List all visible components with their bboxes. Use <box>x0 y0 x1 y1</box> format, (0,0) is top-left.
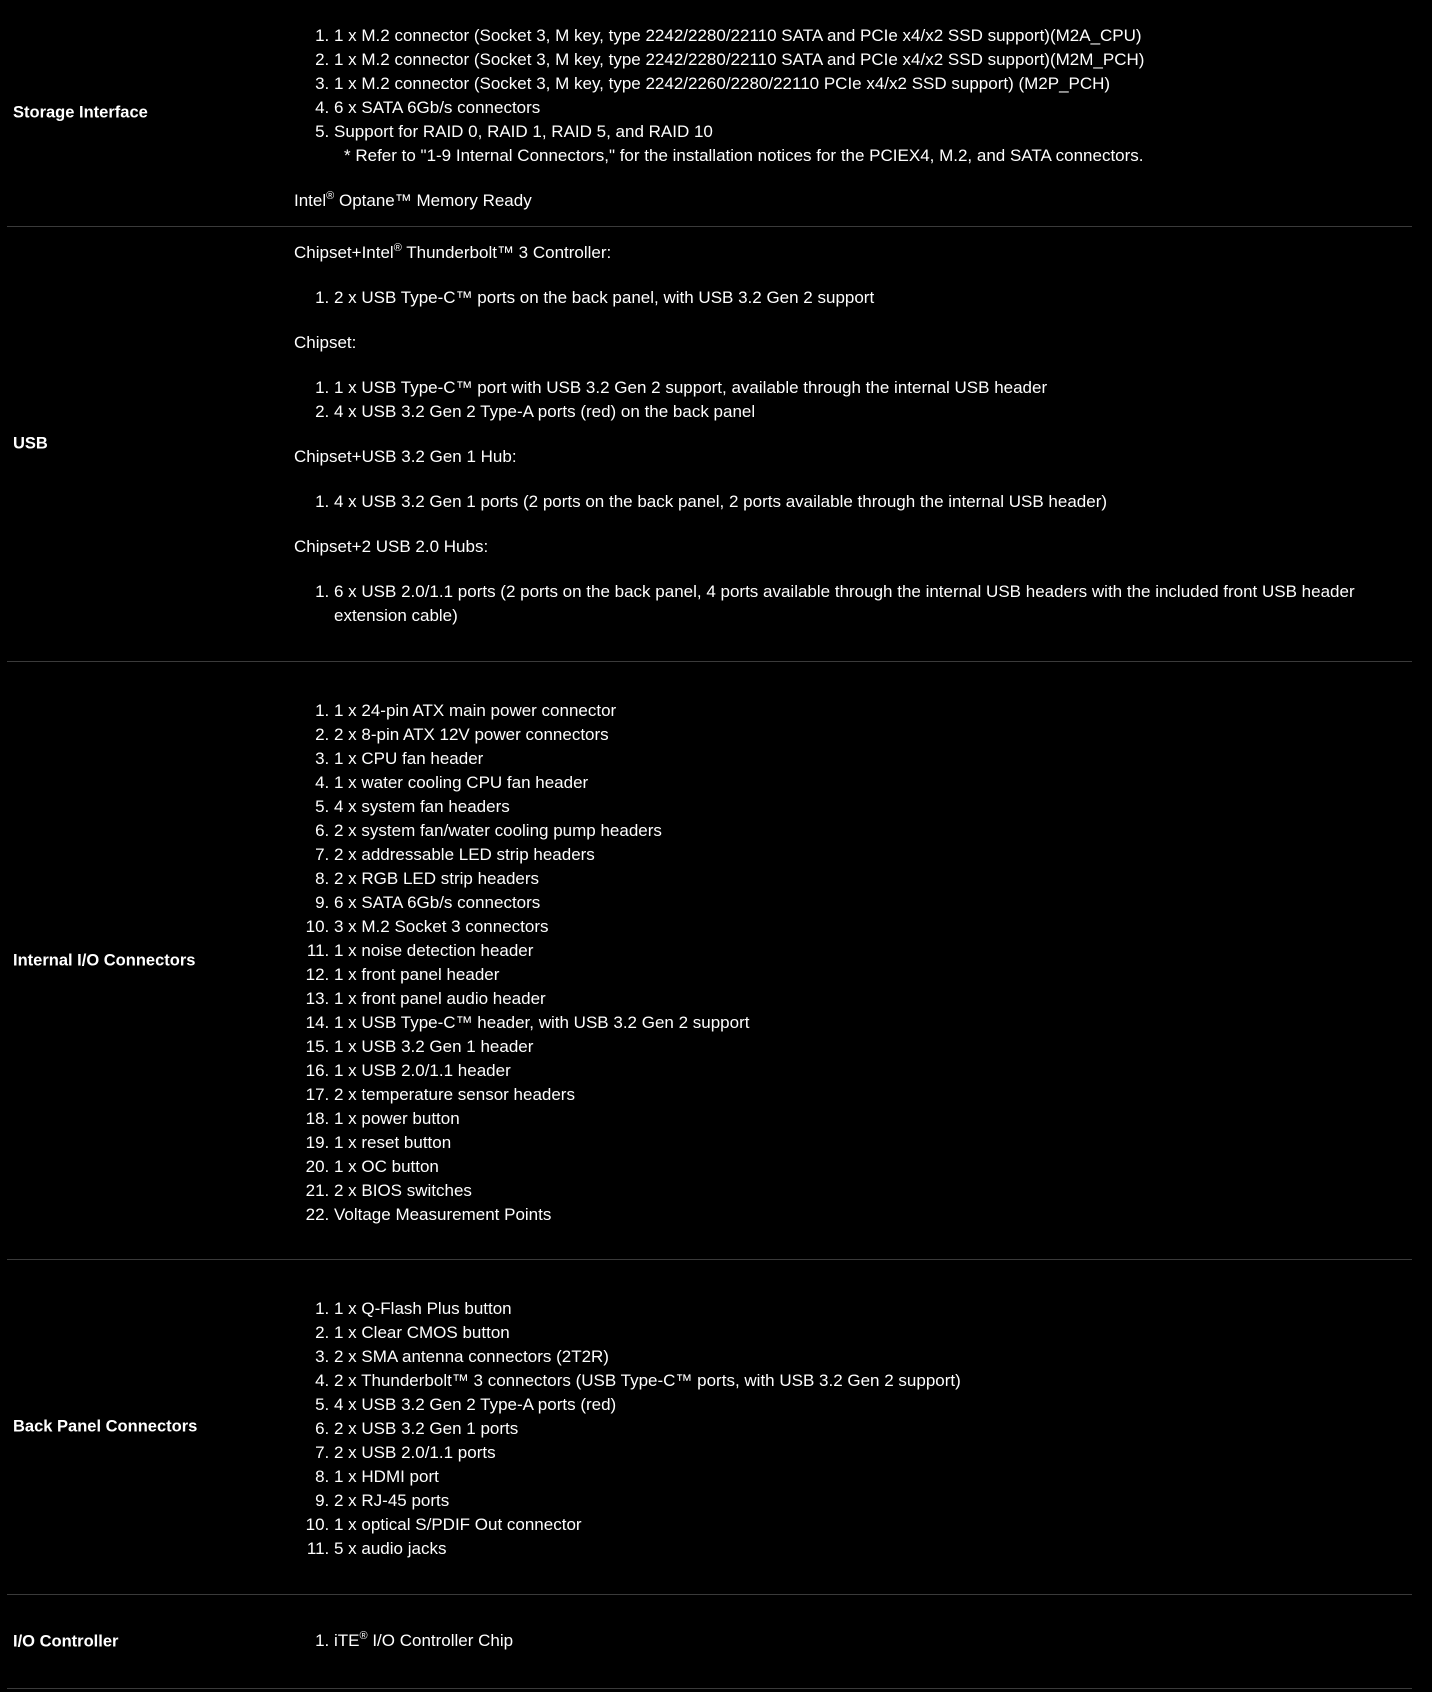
spec-content-io-controller <box>294 1595 1412 1653</box>
spacer <box>294 514 1412 535</box>
spec-label-usb: USB <box>13 434 48 453</box>
usb-group3-list <box>294 490 1412 514</box>
optane-line <box>294 189 1412 213</box>
list-item: 1. 6 x USB 2.0/1.1 ports (2 ports on the back panel, 4 ports available through the internal USB headers with the included front USB header extension cable) <box>334 580 1412 628</box>
list-item: 22. Voltage Measurement Points <box>334 1203 1412 1227</box>
usb-group4-list <box>294 580 1412 628</box>
spec-row-internal-io <box>7 662 1412 1260</box>
list-item: 19. 1 x reset button <box>334 1131 1412 1155</box>
internal-io-list <box>294 699 1412 1227</box>
registered-mark: ® <box>393 242 402 254</box>
spec-label-back-panel: Back Panel Connectors <box>13 1417 198 1436</box>
spacer <box>294 168 1412 189</box>
list-item: 8. 2 x RGB LED strip headers <box>334 867 1412 891</box>
spec-content-back-panel <box>294 1260 1412 1561</box>
spec-label-storage: Storage Interface <box>13 103 148 122</box>
io-controller-text: I/O Controller Chip <box>367 1631 514 1650</box>
spacer <box>294 265 1412 286</box>
list-item: 20. 1 x OC button <box>334 1155 1412 1179</box>
list-item <box>334 120 1412 168</box>
list-item: 10. 1 x optical S/PDIF Out connector <box>334 1513 1412 1537</box>
optane-brand: Intel <box>294 191 327 210</box>
list-item: 8. 1 x HDMI port <box>334 1465 1412 1489</box>
list-item: 10. 3 x M.2 Socket 3 connectors <box>334 915 1412 939</box>
list-item: 17. 2 x temperature sensor headers <box>334 1083 1412 1107</box>
spec-row-storage <box>7 0 1412 227</box>
list-item: 1. 1 x Q-Flash Plus button <box>334 1297 1412 1321</box>
list-item: 18. 1 x power button <box>334 1107 1412 1131</box>
back-panel-list <box>294 1297 1412 1561</box>
list-item: 14. 1 x USB Type-C™ header, with USB 3.2 Gen 2 support <box>334 1011 1412 1035</box>
usb-group-title: Chipset+2 USB 2.0 Hubs: <box>294 537 489 556</box>
list-item: 9. 6 x SATA 6Gb/s connectors <box>334 891 1412 915</box>
list-item: 3. 1 x M.2 connector (Socket 3, M key, type 2242/2260/2280/22110 PCIe x4/x2 SSD support) (M2P_PCH) <box>334 72 1412 96</box>
usb-group1-list <box>294 286 1412 310</box>
list-item: 4. 2 x Thunderbolt™ 3 connectors (USB Type-C™ ports, with USB 3.2 Gen 2 support) <box>334 1369 1412 1393</box>
list-item: 1. 2 x USB Type-C™ ports on the back panel, with USB 3.2 Gen 2 support <box>334 286 1412 310</box>
spec-content-storage <box>294 0 1412 213</box>
list-item: 2. 4 x USB 3.2 Gen 2 Type-A ports (red) on the back panel <box>334 400 1412 424</box>
list-item: 4. 1 x water cooling CPU fan header <box>334 771 1412 795</box>
storage-list <box>294 24 1412 168</box>
spec-label-internal-io: Internal I/O Connectors <box>13 951 196 969</box>
list-item: 5. 4 x system fan headers <box>334 795 1412 819</box>
storage-note: * Refer to "1-9 Internal Connectors," for the installation notices for the PCIEX4, M.2, and SATA connectors. <box>344 146 1144 165</box>
spec-row-back-panel <box>7 1260 1412 1595</box>
raid-support-text: Support for RAID 0, RAID 1, RAID 5, and RAID 10 <box>334 122 713 141</box>
usb-group-title: Chipset: <box>294 333 357 352</box>
list-item: 1. 1 x USB Type-C™ port with USB 3.2 Gen 2 support, available through the internal USB header <box>334 376 1412 400</box>
list-item: 6. 2 x system fan/water cooling pump headers <box>334 819 1412 843</box>
list-item: 5. 4 x USB 3.2 Gen 2 Type-A ports (red) <box>334 1393 1412 1417</box>
list-item: 11. 5 x audio jacks <box>334 1537 1412 1561</box>
spacer <box>294 355 1412 376</box>
registered-mark: ® <box>326 190 335 202</box>
usb-group-title <box>294 241 1412 265</box>
ite-brand: iTE <box>334 1631 360 1650</box>
spacer <box>294 469 1412 490</box>
spec-row-io-controller <box>7 1595 1412 1689</box>
list-item: 6. 2 x USB 3.2 Gen 1 ports <box>334 1417 1412 1441</box>
spacer <box>294 559 1412 580</box>
spec-row-usb <box>7 227 1412 662</box>
list-item: 7. 2 x addressable LED strip headers <box>334 843 1412 867</box>
list-item: 3. 1 x CPU fan header <box>334 747 1412 771</box>
list-item: 1. 1 x 24-pin ATX main power connector <box>334 699 1412 723</box>
io-controller-list <box>294 1629 1412 1653</box>
registered-mark: ® <box>359 1630 368 1642</box>
list-item: 21. 2 x BIOS switches <box>334 1179 1412 1203</box>
spacer <box>294 310 1412 331</box>
list-item: 9. 2 x RJ-45 ports <box>334 1489 1412 1513</box>
optane-text: Optane™ Memory Ready <box>334 191 532 210</box>
spec-content-usb <box>294 227 1412 628</box>
list-item: 7. 2 x USB 2.0/1.1 ports <box>334 1441 1412 1465</box>
list-item: 15. 1 x USB 3.2 Gen 1 header <box>334 1035 1412 1059</box>
spec-content-internal-io <box>294 662 1412 1227</box>
usb-group1-title-b: Thunderbolt™ 3 Controller: <box>401 243 612 262</box>
list-item: 16. 1 x USB 2.0/1.1 header <box>334 1059 1412 1083</box>
spec-table <box>7 0 1412 1689</box>
list-item: 1. 1 x M.2 connector (Socket 3, M key, type 2242/2280/22110 SATA and PCIe x4/x2 SSD support)(M2A_CPU) <box>334 24 1412 48</box>
usb-group-title: Chipset+USB 3.2 Gen 1 Hub: <box>294 447 517 466</box>
spacer <box>294 424 1412 445</box>
list-item: 2. 2 x 8-pin ATX 12V power connectors <box>334 723 1412 747</box>
list-item: 3. 2 x SMA antenna connectors (2T2R) <box>334 1345 1412 1369</box>
list-item <box>334 1629 1412 1653</box>
list-item: 13. 1 x front panel audio header <box>334 987 1412 1011</box>
usb-group1-title-a: Chipset+Intel <box>294 243 394 262</box>
list-item: 12. 1 x front panel header <box>334 963 1412 987</box>
list-item: 1. 4 x USB 3.2 Gen 1 ports (2 ports on the back panel, 2 ports available through the internal USB header) <box>334 490 1412 514</box>
list-item: 2. 1 x Clear CMOS button <box>334 1321 1412 1345</box>
usb-group2-list <box>294 376 1412 424</box>
list-item: 4. 6 x SATA 6Gb/s connectors <box>334 96 1412 120</box>
list-item: 11. 1 x noise detection header <box>334 939 1412 963</box>
spec-label-io-controller: I/O Controller <box>13 1632 119 1650</box>
list-item: 2. 1 x M.2 connector (Socket 3, M key, type 2242/2280/22110 SATA and PCIe x4/x2 SSD support)(M2M_PCH) <box>334 48 1412 72</box>
